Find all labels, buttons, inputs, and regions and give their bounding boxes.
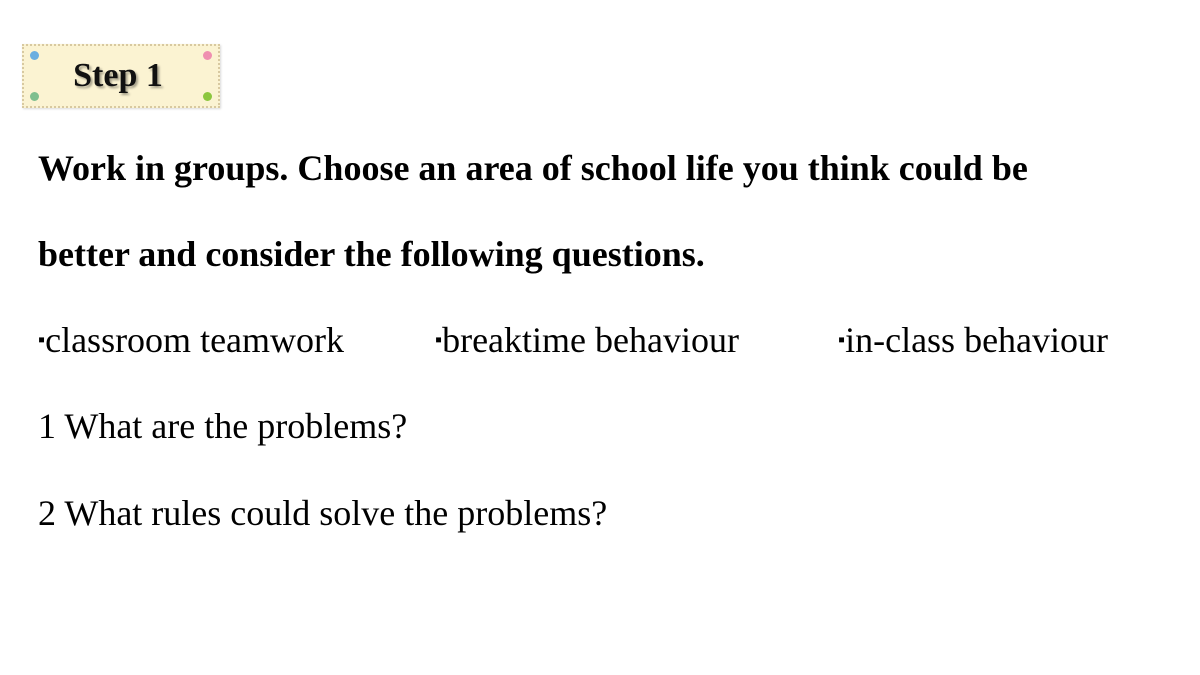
square-bullet-icon: ▪: [435, 329, 443, 351]
question-1: 1 What are the problems?: [38, 406, 408, 446]
option-item: [838, 320, 1108, 360]
step-label: Step 1: [73, 57, 163, 94]
question-2: 2 What rules could solve the problems?: [38, 493, 608, 533]
option-label: classroom teamwork: [45, 320, 345, 360]
step-tag: [22, 44, 220, 108]
square-bullet-icon: ▪: [838, 329, 846, 351]
option-item: [435, 320, 739, 360]
option-label: in-class behaviour: [845, 320, 1109, 360]
instruction-line-1: Work in groups. Choose an area of school life you think could be: [38, 148, 1028, 188]
square-bullet-icon: ▪: [38, 329, 46, 351]
option-label: breaktime behaviour: [442, 320, 739, 360]
option-item: [38, 320, 344, 360]
options-list: [38, 320, 1178, 362]
instruction-line-2: better and consider the following questions.: [38, 234, 705, 274]
